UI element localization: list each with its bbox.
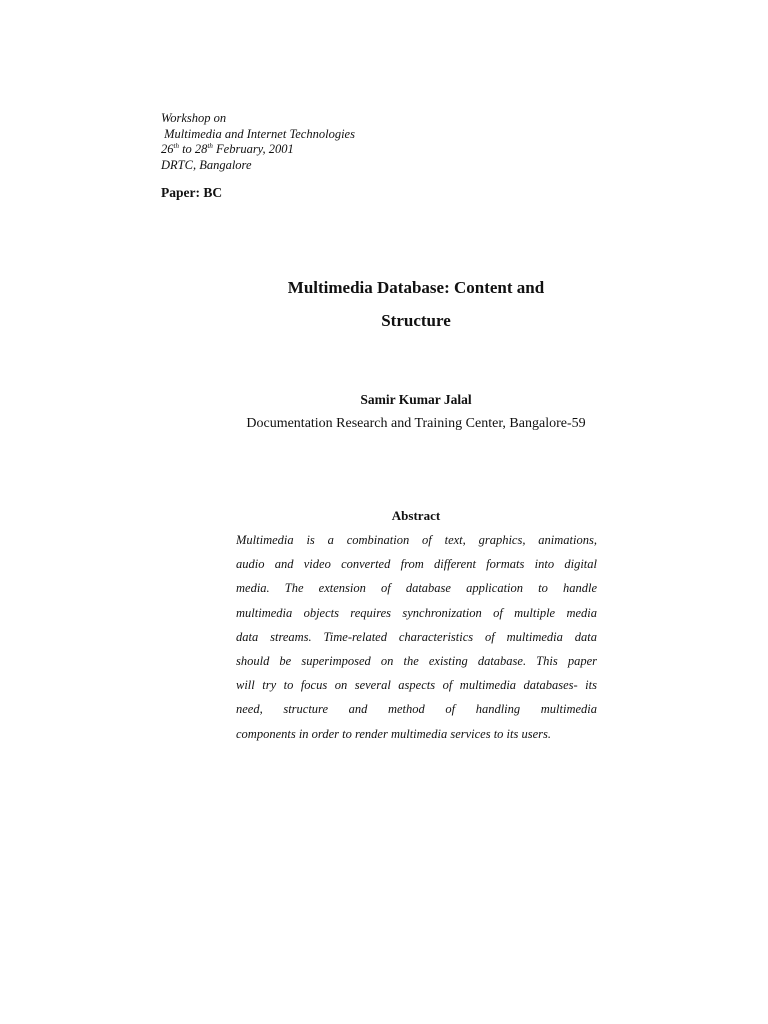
abstract-line: need, structure and method of handling multimedia: [236, 702, 597, 717]
workshop-date: [161, 142, 355, 158]
paper-label: Paper: BC: [161, 185, 223, 200]
workshop-label: Workshop on: [161, 111, 227, 125]
abstract-line: data streams. Time-related characteristics of multimedia data: [236, 629, 597, 644]
date-end-suffix: th: [207, 142, 213, 150]
abstract-line: Multimedia is a combination of text, graphics, animations,: [236, 533, 597, 547]
date-month-year: February, 2001: [212, 142, 294, 156]
date-start-suffix: th: [173, 142, 179, 150]
workshop-event: Multimedia and Internet Technologies: [161, 126, 355, 141]
abstract-line: multimedia objects requires synchronization of multiple media: [236, 605, 597, 620]
abstract-heading: Abstract: [391, 508, 441, 523]
paper-title-line: Structure: [381, 311, 451, 330]
abstract-line: should be superimposed on the existing database. This paper: [236, 653, 597, 668]
author-affiliation: Documentation Research and Training Center, Bangalore-59: [246, 416, 586, 431]
workshop-venue: DRTC, Bangalore: [161, 157, 252, 172]
abstract-line: components in order to render multimedia services to its users.: [236, 726, 552, 741]
abstract-line: will try to focus on several aspects of multimedia databases- its: [236, 678, 597, 693]
paper-title-line: Multimedia Database: Content and: [287, 278, 545, 297]
workshop-header: [161, 111, 355, 173]
paper-title: [0, 271, 768, 337]
date-start-day: 26: [161, 142, 174, 156]
abstract-line: audio and video converted from different formats into digital: [236, 557, 597, 572]
author-name: Samir Kumar Jalal: [360, 392, 472, 407]
abstract-body: [236, 528, 597, 746]
abstract-line: media. The extension of database application to handle: [236, 581, 597, 596]
date-to: to 28: [178, 142, 208, 156]
